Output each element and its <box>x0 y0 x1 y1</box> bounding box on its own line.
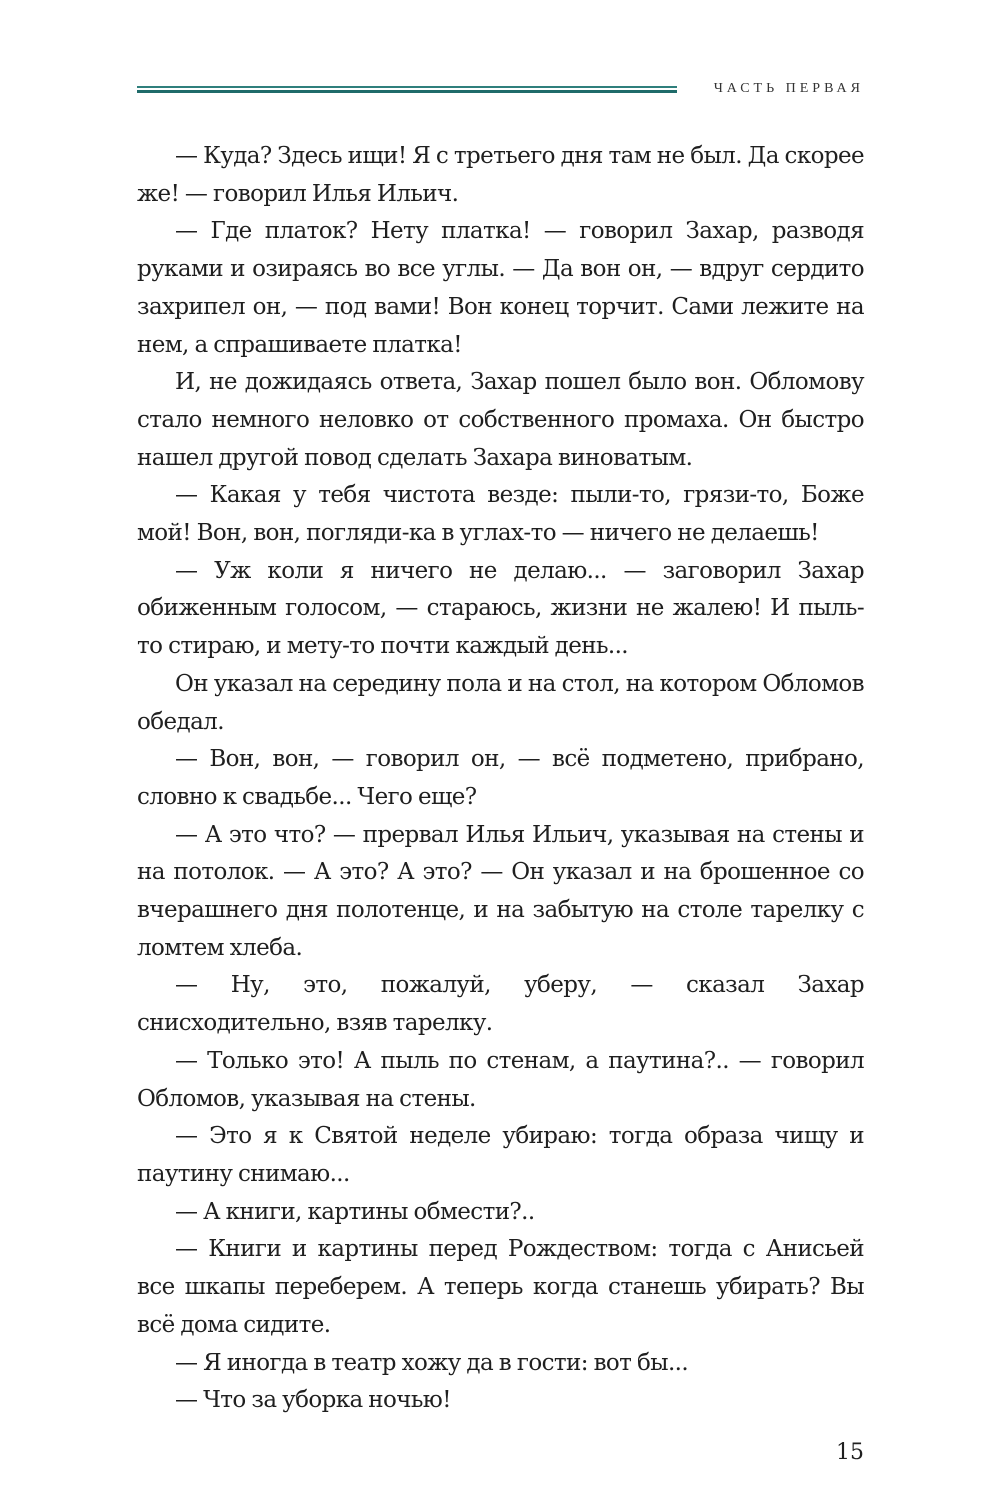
paragraph-9: — Ну, это, пожалуй, уберу, — сказал Захар снисходительно, взяв тарелку. <box>137 972 864 1037</box>
paragraph-14: — Я иногда в театр хожу да в гости: вот бы... <box>175 1349 689 1376</box>
header-rule <box>137 86 677 93</box>
paragraph-15: — Что за уборка ночью! <box>175 1387 451 1414</box>
body-text <box>137 138 864 1420</box>
paragraph-10: — Только это! А пыль по стенам, а паутина?.. — говорил Обломов, указывая на стены. <box>137 1047 864 1112</box>
page-header <box>137 78 864 100</box>
paragraph-4: — Какая у тебя чистота везде: пыли-то, грязи-то, Боже мой! Вон, вон, погляди-ка в углах-то — ничего не делаешь! <box>137 482 864 547</box>
paragraph-2: — Где платок? Нету платка! — говорил Захар, разводя руками и озираясь во все углы. — Да вон он, — вдруг сердито захрипел он, — под вами! Вон конец торчит. Сами лежите на нем, а спрашиваете платка! <box>137 218 864 358</box>
running-head: ЧАСТЬ ПЕРВАЯ <box>713 81 864 96</box>
paragraph-5: — Уж коли я ничего не делаю... — заговорил Захар обиженным голосом, — стараюсь, жизни не жалею! И пыль-то стираю, и мету-то почти каждый день... <box>137 557 864 660</box>
paragraph-6: Он указал на середину пола и на стол, на котором Обломов обедал. <box>137 670 864 735</box>
paragraph-8: — А это что? — прервал Илья Ильич, указывая на стены и на потолок. — А это? А это? — Он указал и на брошенное со вчерашнего дня полотенце, и на забытую на столе тарелку с ломтем хлеба. <box>137 821 864 961</box>
header-rule-thick-line <box>137 90 677 93</box>
paragraph-11: — Это я к Святой неделе убираю: тогда образа чищу и паутину снимаю... <box>137 1123 864 1187</box>
paragraph-1: — Куда? Здесь ищи! Я с третьего дня там не был. Да скорее же! — говорил Илья Ильич. <box>137 143 864 207</box>
paragraph-7: — Вон, вон, — говорил он, — всё подметено, прибрано, словно к свадьбе... Чего еще? <box>137 746 864 810</box>
paragraph-3: И, не дожидаясь ответа, Захар пошел было вон. Обломову стало немного неловко от собственного промаха. Он быстро нашел другой повод сделать Захара виноватым. <box>137 369 864 471</box>
header-rule-thin-line <box>137 86 677 88</box>
paragraph-12: — А книги, картины обмести?.. <box>175 1198 535 1225</box>
page-number: 15 <box>836 1440 864 1465</box>
paragraph-13: — Книги и картины перед Рождеством: тогда с Анисьей все шкапы переберем. А теперь когда станешь убирать? Вы всё дома сидите. <box>137 1236 864 1338</box>
